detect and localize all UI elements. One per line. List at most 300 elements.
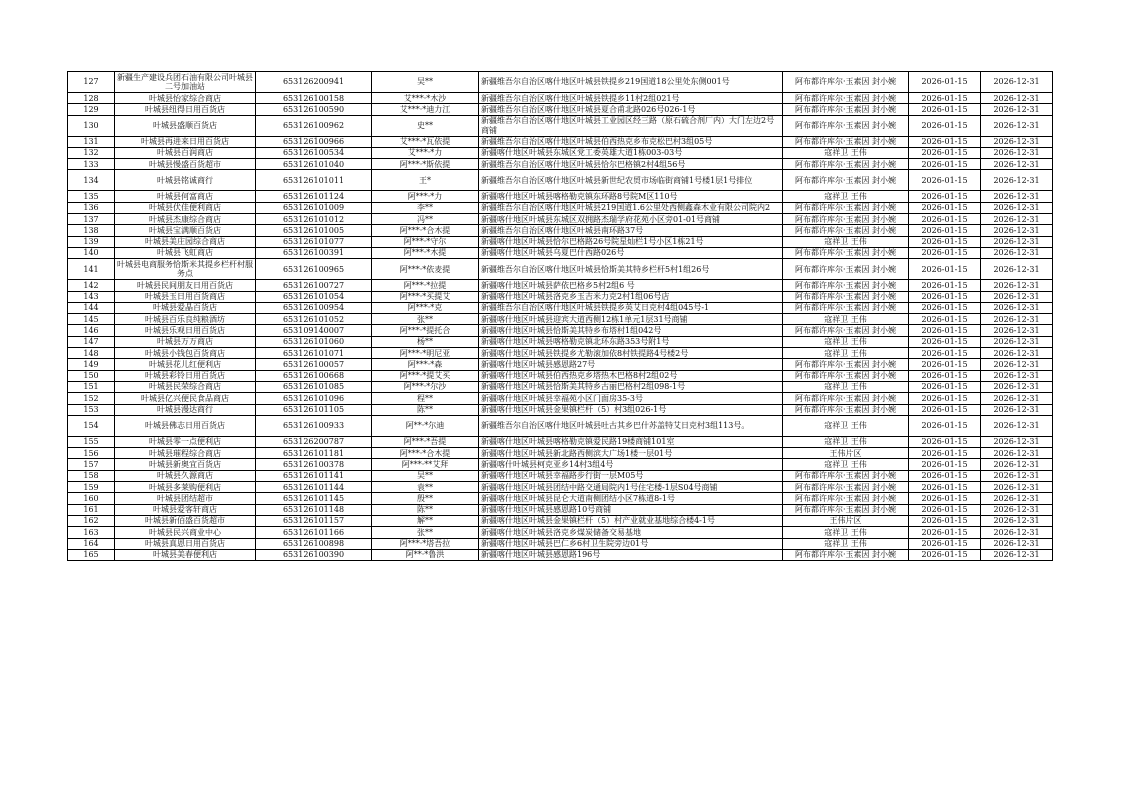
address: 新疆喀什地区叶城县东城区双拥路杰瑞学府花苑小区旁01-01号商铺 — [479, 214, 783, 225]
start-date: 2026-01-15 — [909, 104, 981, 115]
table-row — [68, 436, 1053, 447]
table-row — [68, 448, 1053, 459]
store-name: 叶城县民兴商业中心 — [115, 527, 256, 538]
table-row — [68, 280, 1053, 291]
row-number: 149 — [68, 359, 115, 370]
row-number: 132 — [68, 147, 115, 158]
licence-number: 653126101011 — [256, 170, 372, 191]
licence-number: 653126101052 — [256, 314, 372, 325]
row-number: 158 — [68, 470, 115, 481]
table-row — [68, 359, 1053, 370]
owner-name: 冯** — [372, 214, 479, 225]
row-number: 152 — [68, 393, 115, 404]
owner-name: 阿**·*鲁洪 — [372, 549, 479, 560]
start-date: 2026-01-15 — [909, 459, 981, 470]
licence-number: 653126101124 — [256, 191, 372, 202]
store-name: 叶城县万万商店 — [115, 336, 256, 347]
row-number: 136 — [68, 202, 115, 213]
table-row — [68, 225, 1053, 236]
address: 新疆维吾尔自治区喀什地区叶城县铁提乡219国道18公里处东侧001号 — [479, 72, 783, 93]
owner-name: 阿***·*依麦提 — [372, 259, 479, 280]
store-name: 叶城县美庄园综合商店 — [115, 236, 256, 247]
licence-table — [67, 71, 1053, 561]
table-row — [68, 493, 1053, 504]
address: 新疆喀什地区叶城县幸福苑小区门面房35-3号 — [479, 393, 783, 404]
start-date: 2026-01-15 — [909, 302, 981, 313]
licence-number: 653126101157 — [256, 515, 372, 526]
owner-name: 李** — [372, 202, 479, 213]
store-name: 叶城县慢盛百货超市 — [115, 159, 256, 170]
store-name: 叶城县璀程综合商店 — [115, 448, 256, 459]
inspector-names: 阿布都许库尔·玉素因 封小婉 — [783, 259, 909, 280]
owner-name: 张** — [372, 527, 479, 538]
store-name: 叶城县佛志日用百货店 — [115, 415, 256, 436]
owner-name: 张** — [372, 314, 479, 325]
row-number: 153 — [68, 404, 115, 415]
end-date: 2026-12-31 — [981, 527, 1053, 538]
start-date: 2026-01-15 — [909, 359, 981, 370]
table-row — [68, 93, 1053, 104]
table-row — [68, 314, 1053, 325]
table-row — [68, 470, 1053, 481]
row-number: 148 — [68, 348, 115, 359]
start-date: 2026-01-15 — [909, 549, 981, 560]
inspector-names: 阿布都许库尔·玉素因 封小婉 — [783, 549, 909, 560]
table-row — [68, 538, 1053, 549]
start-date: 2026-01-15 — [909, 93, 981, 104]
table-row — [68, 336, 1053, 347]
owner-name: 艾***·*迪力江 — [372, 104, 479, 115]
end-date: 2026-12-31 — [981, 348, 1053, 359]
start-date: 2026-01-15 — [909, 325, 981, 336]
inspector-names: 阿布都许库尔·玉素因 封小婉 — [783, 302, 909, 313]
address: 新疆喀什地区叶城县铁提乡尤勒滚加依8村铁提路4号楼2号 — [479, 348, 783, 359]
address: 新疆维吾尔自治区喀什地区叶城县南环路37号 — [479, 225, 783, 236]
end-date: 2026-12-31 — [981, 393, 1053, 404]
licence-number: 653126200787 — [256, 436, 372, 447]
table-row — [68, 236, 1053, 247]
table-row — [68, 259, 1053, 280]
inspector-names: 阿布都许库尔·玉素因 封小婉 — [783, 159, 909, 170]
owner-name: 袁** — [372, 482, 479, 493]
end-date: 2026-12-31 — [981, 170, 1053, 191]
table-row — [68, 104, 1053, 115]
store-name: 叶城县民间朋友日用百货店 — [115, 280, 256, 291]
inspector-names: 寇祥卫 王伟 — [783, 147, 909, 158]
end-date: 2026-12-31 — [981, 336, 1053, 347]
start-date: 2026-01-15 — [909, 247, 981, 258]
start-date: 2026-01-15 — [909, 504, 981, 515]
inspector-names: 阿布都许库尔·玉素因 封小婉 — [783, 72, 909, 93]
store-name: 叶城县纽得日用百货店 — [115, 104, 256, 115]
store-name: 叶城县民荣综合商店 — [115, 381, 256, 392]
row-number: 161 — [68, 504, 115, 515]
start-date: 2026-01-15 — [909, 280, 981, 291]
address: 新疆喀什地区叶城县金果镇栏杆（5）村3组026-1号 — [479, 404, 783, 415]
store-name: 叶城县何富商店 — [115, 191, 256, 202]
end-date: 2026-12-31 — [981, 325, 1053, 336]
address: 新疆喀什叶城县柯克亚乡14村3组4号 — [479, 459, 783, 470]
row-number: 135 — [68, 191, 115, 202]
start-date: 2026-01-15 — [909, 72, 981, 93]
store-name: 叶城县玉日用百货商店 — [115, 291, 256, 302]
end-date: 2026-12-31 — [981, 104, 1053, 115]
end-date: 2026-12-31 — [981, 504, 1053, 515]
licence-number: 653126101054 — [256, 291, 372, 302]
inspector-names: 寇祥卫 王伟 — [783, 415, 909, 436]
store-name: 叶城县久源商店 — [115, 470, 256, 481]
licence-number: 653126100378 — [256, 459, 372, 470]
inspector-names: 王伟片区 — [783, 448, 909, 459]
start-date: 2026-01-15 — [909, 470, 981, 481]
licence-number: 653126101077 — [256, 236, 372, 247]
table-row — [68, 370, 1053, 381]
store-name: 叶城县百润商店 — [115, 147, 256, 158]
licence-number: 653126101096 — [256, 393, 372, 404]
end-date: 2026-12-31 — [981, 482, 1053, 493]
end-date: 2026-12-31 — [981, 247, 1053, 258]
owner-name: 王* — [372, 170, 479, 191]
inspector-names: 阿布都许库尔·玉素因 封小婉 — [783, 104, 909, 115]
store-name: 叶城县漫达商行 — [115, 404, 256, 415]
owner-name: 阿**·*尔迪 — [372, 415, 479, 436]
owner-name: 艾***·*木沙 — [372, 93, 479, 104]
start-date: 2026-01-15 — [909, 314, 981, 325]
address: 新疆喀什地区叶城县伯西热克乡塔热木巴格8村2组02号 — [479, 370, 783, 381]
address: 新疆维吾尔自治区喀什地区叶城县铁提乡11村2组021号 — [479, 93, 783, 104]
store-name: 叶城县彩铃日用百货店 — [115, 370, 256, 381]
licence-number: 653126100727 — [256, 280, 372, 291]
inspector-names: 阿布都许库尔·玉素因 封小婉 — [783, 370, 909, 381]
inspector-names: 阿布都许库尔·玉素因 封小婉 — [783, 493, 909, 504]
table-row — [68, 549, 1053, 560]
table-row — [68, 482, 1053, 493]
start-date: 2026-01-15 — [909, 527, 981, 538]
owner-name: 吴** — [372, 72, 479, 93]
table-row — [68, 348, 1053, 359]
licence-number: 653126101166 — [256, 527, 372, 538]
licence-number: 653126100933 — [256, 415, 372, 436]
licence-number: 653126101071 — [256, 348, 372, 359]
row-number: 163 — [68, 527, 115, 538]
row-number: 131 — [68, 136, 115, 147]
inspector-names: 寇祥卫 王伟 — [783, 236, 909, 247]
licence-table-page — [67, 71, 1052, 561]
inspector-names: 寇祥卫 王伟 — [783, 348, 909, 359]
licence-number: 653126100534 — [256, 147, 372, 158]
licence-number: 653126101145 — [256, 493, 372, 504]
row-number: 160 — [68, 493, 115, 504]
licence-number: 653126100158 — [256, 93, 372, 104]
end-date: 2026-12-31 — [981, 225, 1053, 236]
row-number: 144 — [68, 302, 115, 313]
inspector-names: 阿布都许库尔·玉素因 封小婉 — [783, 202, 909, 213]
store-name: 叶城县花儿红便利店 — [115, 359, 256, 370]
start-date: 2026-01-15 — [909, 170, 981, 191]
owner-name: 艾***·*力 — [372, 147, 479, 158]
store-name: 叶城县飞虹商店 — [115, 247, 256, 258]
store-name: 叶城县乐观日用百货店 — [115, 325, 256, 336]
store-name: 新疆生产建设兵团石油有限公司叶城县二号加油站 — [115, 72, 256, 93]
address: 新疆喀什地区叶城县幸福路步行街一层M05号 — [479, 470, 783, 481]
owner-name: 阿***·*吾提 — [372, 436, 479, 447]
end-date: 2026-12-31 — [981, 280, 1053, 291]
row-number: 150 — [68, 370, 115, 381]
owner-name: 阿***·*拉提 — [372, 280, 479, 291]
licence-number: 653126101105 — [256, 404, 372, 415]
row-number: 165 — [68, 549, 115, 560]
owner-name: 阿***·*克 — [372, 302, 479, 313]
row-number: 142 — [68, 280, 115, 291]
inspector-names: 阿布都许库尔·玉素因 封小婉 — [783, 115, 909, 136]
end-date: 2026-12-31 — [981, 549, 1053, 560]
table-row — [68, 291, 1053, 302]
row-number: 138 — [68, 225, 115, 236]
licence-number: 653126101012 — [256, 214, 372, 225]
end-date: 2026-12-31 — [981, 115, 1053, 136]
table-row — [68, 202, 1053, 213]
address: 新疆喀什地区叶城县新北路西侧滨大广场1楼一层01号 — [479, 448, 783, 459]
store-name: 叶城县亿兴便民食品商店 — [115, 393, 256, 404]
row-number: 129 — [68, 104, 115, 115]
address: 新疆喀什地区叶城县恰斯美其特乡布塔村1组042号 — [479, 325, 783, 336]
inspector-names: 寇祥卫 王伟 — [783, 527, 909, 538]
licence-number: 653126100057 — [256, 359, 372, 370]
inspector-names: 阿布都许库尔·玉素因 封小婉 — [783, 170, 909, 191]
owner-name: 阿***·*力 — [372, 191, 479, 202]
row-number: 133 — [68, 159, 115, 170]
address: 新疆维吾尔自治区喀什地区叶城县铁提乡英艾日克村4组045号-1 — [479, 302, 783, 313]
row-number: 134 — [68, 170, 115, 191]
table-row — [68, 247, 1053, 258]
inspector-names: 寇祥卫 王伟 — [783, 538, 909, 549]
licence-number: 653126100954 — [256, 302, 372, 313]
licence-number: 653126101040 — [256, 159, 372, 170]
row-number: 164 — [68, 538, 115, 549]
end-date: 2026-12-31 — [981, 191, 1053, 202]
table-row — [68, 415, 1053, 436]
row-number: 162 — [68, 515, 115, 526]
licence-number: 653126100391 — [256, 247, 372, 258]
owner-name: 程** — [372, 393, 479, 404]
start-date: 2026-01-15 — [909, 482, 981, 493]
start-date: 2026-01-15 — [909, 348, 981, 359]
owner-name: 殷** — [372, 493, 479, 504]
owner-name: 杨** — [372, 336, 479, 347]
address: 新疆维吾尔自治区喀什地区叶城县恰尔巴格镇2村4组56号 — [479, 159, 783, 170]
row-number: 155 — [68, 436, 115, 447]
row-number: 143 — [68, 291, 115, 302]
address: 新疆喀什地区叶城县乌夏巴什西路026号 — [479, 247, 783, 258]
table-row — [68, 136, 1053, 147]
licence-number: 653126100898 — [256, 538, 372, 549]
row-number: 141 — [68, 259, 115, 280]
licence-number: 653126100668 — [256, 370, 372, 381]
start-date: 2026-01-15 — [909, 515, 981, 526]
store-name: 叶城县新佰盛百货超市 — [115, 515, 256, 526]
address: 新疆喀什地区叶城县东城区党工委英雄大道1栋003-03号 — [479, 147, 783, 158]
address: 新疆喀什地区叶城县萨依巴格乡5村2组6 号 — [479, 280, 783, 291]
owner-name: 阿***·*合木提 — [372, 448, 479, 459]
start-date: 2026-01-15 — [909, 159, 981, 170]
inspector-names: 阿布都许库尔·玉素因 封小婉 — [783, 214, 909, 225]
licence-number: 653126101009 — [256, 202, 372, 213]
start-date: 2026-01-15 — [909, 448, 981, 459]
address: 新疆喀什地区叶城县昆仑大道南侧团结小区7栋道8-1号 — [479, 493, 783, 504]
licence-number: 653126101060 — [256, 336, 372, 347]
start-date: 2026-01-15 — [909, 236, 981, 247]
store-name: 叶城县零一点便利店 — [115, 436, 256, 447]
inspector-names: 阿布都许库尔·玉素因 封小婉 — [783, 482, 909, 493]
table-row — [68, 147, 1053, 158]
table-row — [68, 115, 1053, 136]
address: 新疆喀什地区叶城县洛克乡煤炭储备交易基地 — [479, 527, 783, 538]
inspector-names: 阿布都许库尔·玉素因 封小婉 — [783, 225, 909, 236]
owner-name: 艾***·*瓦依提 — [372, 136, 479, 147]
owner-name: 阿***·*森 — [372, 359, 479, 370]
inspector-names: 阿布都许库尔·玉素因 封小婉 — [783, 93, 909, 104]
inspector-names: 阿布都许库尔·玉素因 封小婉 — [783, 470, 909, 481]
end-date: 2026-12-31 — [981, 436, 1053, 447]
inspector-names: 阿布都许库尔·玉素因 封小婉 — [783, 247, 909, 258]
licence-number: 653126101144 — [256, 482, 372, 493]
owner-name: 阿***·*提艾买 — [372, 370, 479, 381]
address: 新疆喀什地区叶城县恰尔巴格路26号院星灿栏1号小区1栋21号 — [479, 236, 783, 247]
store-name: 叶城县铭诚商行 — [115, 170, 256, 191]
store-name: 叶城县伏佳便利商店 — [115, 202, 256, 213]
start-date: 2026-01-15 — [909, 147, 981, 158]
start-date: 2026-01-15 — [909, 538, 981, 549]
table-row — [68, 170, 1053, 191]
start-date: 2026-01-15 — [909, 214, 981, 225]
table-body — [68, 72, 1053, 561]
licence-number: 653109140007 — [256, 325, 372, 336]
licence-number: 653126100590 — [256, 104, 372, 115]
table-row — [68, 527, 1053, 538]
end-date: 2026-12-31 — [981, 515, 1053, 526]
end-date: 2026-12-31 — [981, 147, 1053, 158]
start-date: 2026-01-15 — [909, 436, 981, 447]
table-row — [68, 302, 1053, 313]
table-row — [68, 325, 1053, 336]
inspector-names: 寇祥卫 王伟 — [783, 436, 909, 447]
row-number: 157 — [68, 459, 115, 470]
end-date: 2026-12-31 — [981, 259, 1053, 280]
licence-number: 653126200941 — [256, 72, 372, 93]
row-number: 139 — [68, 236, 115, 247]
licence-number: 653126101141 — [256, 470, 372, 481]
inspector-names: 王伟片区 — [783, 515, 909, 526]
licence-number: 653126100966 — [256, 136, 372, 147]
licence-number: 653126101148 — [256, 504, 372, 515]
start-date: 2026-01-15 — [909, 136, 981, 147]
inspector-names: 阿布都许库尔·玉素因 封小婉 — [783, 291, 909, 302]
owner-name: 解** — [372, 515, 479, 526]
store-name: 叶城县怡家综合商店 — [115, 93, 256, 104]
end-date: 2026-12-31 — [981, 359, 1053, 370]
inspector-names: 寇祥卫 王伟 — [783, 459, 909, 470]
address: 新疆喀什地区叶城县感恩路196号 — [479, 549, 783, 560]
end-date: 2026-12-31 — [981, 404, 1053, 415]
table-row — [68, 459, 1053, 470]
licence-number: 653126100962 — [256, 115, 372, 136]
table-row — [68, 504, 1053, 515]
row-number: 140 — [68, 247, 115, 258]
end-date: 2026-12-31 — [981, 302, 1053, 313]
inspector-names: 阿布都许库尔·玉素因 封小婉 — [783, 325, 909, 336]
inspector-names: 阿布都许库尔·玉素因 封小婉 — [783, 280, 909, 291]
inspector-names: 寇祥卫 王伟 — [783, 381, 909, 392]
table-row — [68, 191, 1053, 202]
address: 新疆喀什地区叶城县迎宾大道西侧12栋1单元1层31号商铺 — [479, 314, 783, 325]
row-number: 151 — [68, 381, 115, 392]
owner-name: 阿***·*守尔 — [372, 236, 479, 247]
inspector-names: 阿布都许库尔·玉素因 封小婉 — [783, 359, 909, 370]
store-name: 叶城县真恩日用百货店 — [115, 538, 256, 549]
licence-number: 653126101005 — [256, 225, 372, 236]
owner-name: 阿***·*买提艾 — [372, 291, 479, 302]
store-name: 叶城县爱客轩商店 — [115, 504, 256, 515]
address: 新疆喀什地区叶城县恰斯美其特乡古丽巴格村2组098-1号 — [479, 381, 783, 392]
owner-name: 阿***·*合木提 — [372, 225, 479, 236]
row-number: 145 — [68, 314, 115, 325]
start-date: 2026-01-15 — [909, 415, 981, 436]
end-date: 2026-12-31 — [981, 538, 1053, 549]
owner-name: 阿***·*木提 — [372, 247, 479, 258]
start-date: 2026-01-15 — [909, 259, 981, 280]
owner-name: 陈** — [372, 404, 479, 415]
owner-name: 阿***·*明尼亚 — [372, 348, 479, 359]
store-name: 叶城县爱晶百货店 — [115, 302, 256, 313]
row-number: 127 — [68, 72, 115, 93]
address: 新疆喀什地区叶城县喀格勒克镇东环路8号院M区110号 — [479, 191, 783, 202]
address: 新疆维吾尔自治区喀什地区叶城县吐古其乡巴什苏盖特艾日克村3组113号。 — [479, 415, 783, 436]
start-date: 2026-01-15 — [909, 493, 981, 504]
start-date: 2026-01-15 — [909, 191, 981, 202]
inspector-names: 阿布都许库尔·玉素因 封小婉 — [783, 504, 909, 515]
owner-name: 陈** — [372, 504, 479, 515]
row-number: 147 — [68, 336, 115, 347]
store-name: 叶城县百乐良纯粮酒坊 — [115, 314, 256, 325]
owner-name: 史** — [372, 115, 479, 136]
owner-name: 阿***·*斯依提 — [372, 159, 479, 170]
row-number: 146 — [68, 325, 115, 336]
start-date: 2026-01-15 — [909, 291, 981, 302]
end-date: 2026-12-31 — [981, 202, 1053, 213]
store-name: 叶城县美春便利店 — [115, 549, 256, 560]
table-row — [68, 381, 1053, 392]
store-name: 叶城县新奥宜百货店 — [115, 459, 256, 470]
inspector-names: 阿布都许库尔·玉素因 封小婉 — [783, 404, 909, 415]
store-name: 叶城县盛顺百货店 — [115, 115, 256, 136]
end-date: 2026-12-31 — [981, 291, 1053, 302]
row-number: 130 — [68, 115, 115, 136]
start-date: 2026-01-15 — [909, 336, 981, 347]
inspector-names: 寇祥卫 王伟 — [783, 336, 909, 347]
owner-name: 阿***·**艾拜 — [372, 459, 479, 470]
store-name: 叶城县宝满顺百货店 — [115, 225, 256, 236]
store-name: 叶城县杰康综合商店 — [115, 214, 256, 225]
end-date: 2026-12-31 — [981, 459, 1053, 470]
table-row — [68, 404, 1053, 415]
start-date: 2026-01-15 — [909, 202, 981, 213]
start-date: 2026-01-15 — [909, 404, 981, 415]
licence-number: 653126100965 — [256, 259, 372, 280]
start-date: 2026-01-15 — [909, 225, 981, 236]
address: 新疆维吾尔自治区喀什地区叶城县伯西热克乡布克松巴村3组05号 — [479, 136, 783, 147]
address: 新疆维吾尔自治区喀什地区叶城县夏合甫北路026号026-1号 — [479, 104, 783, 115]
end-date: 2026-12-31 — [981, 72, 1053, 93]
